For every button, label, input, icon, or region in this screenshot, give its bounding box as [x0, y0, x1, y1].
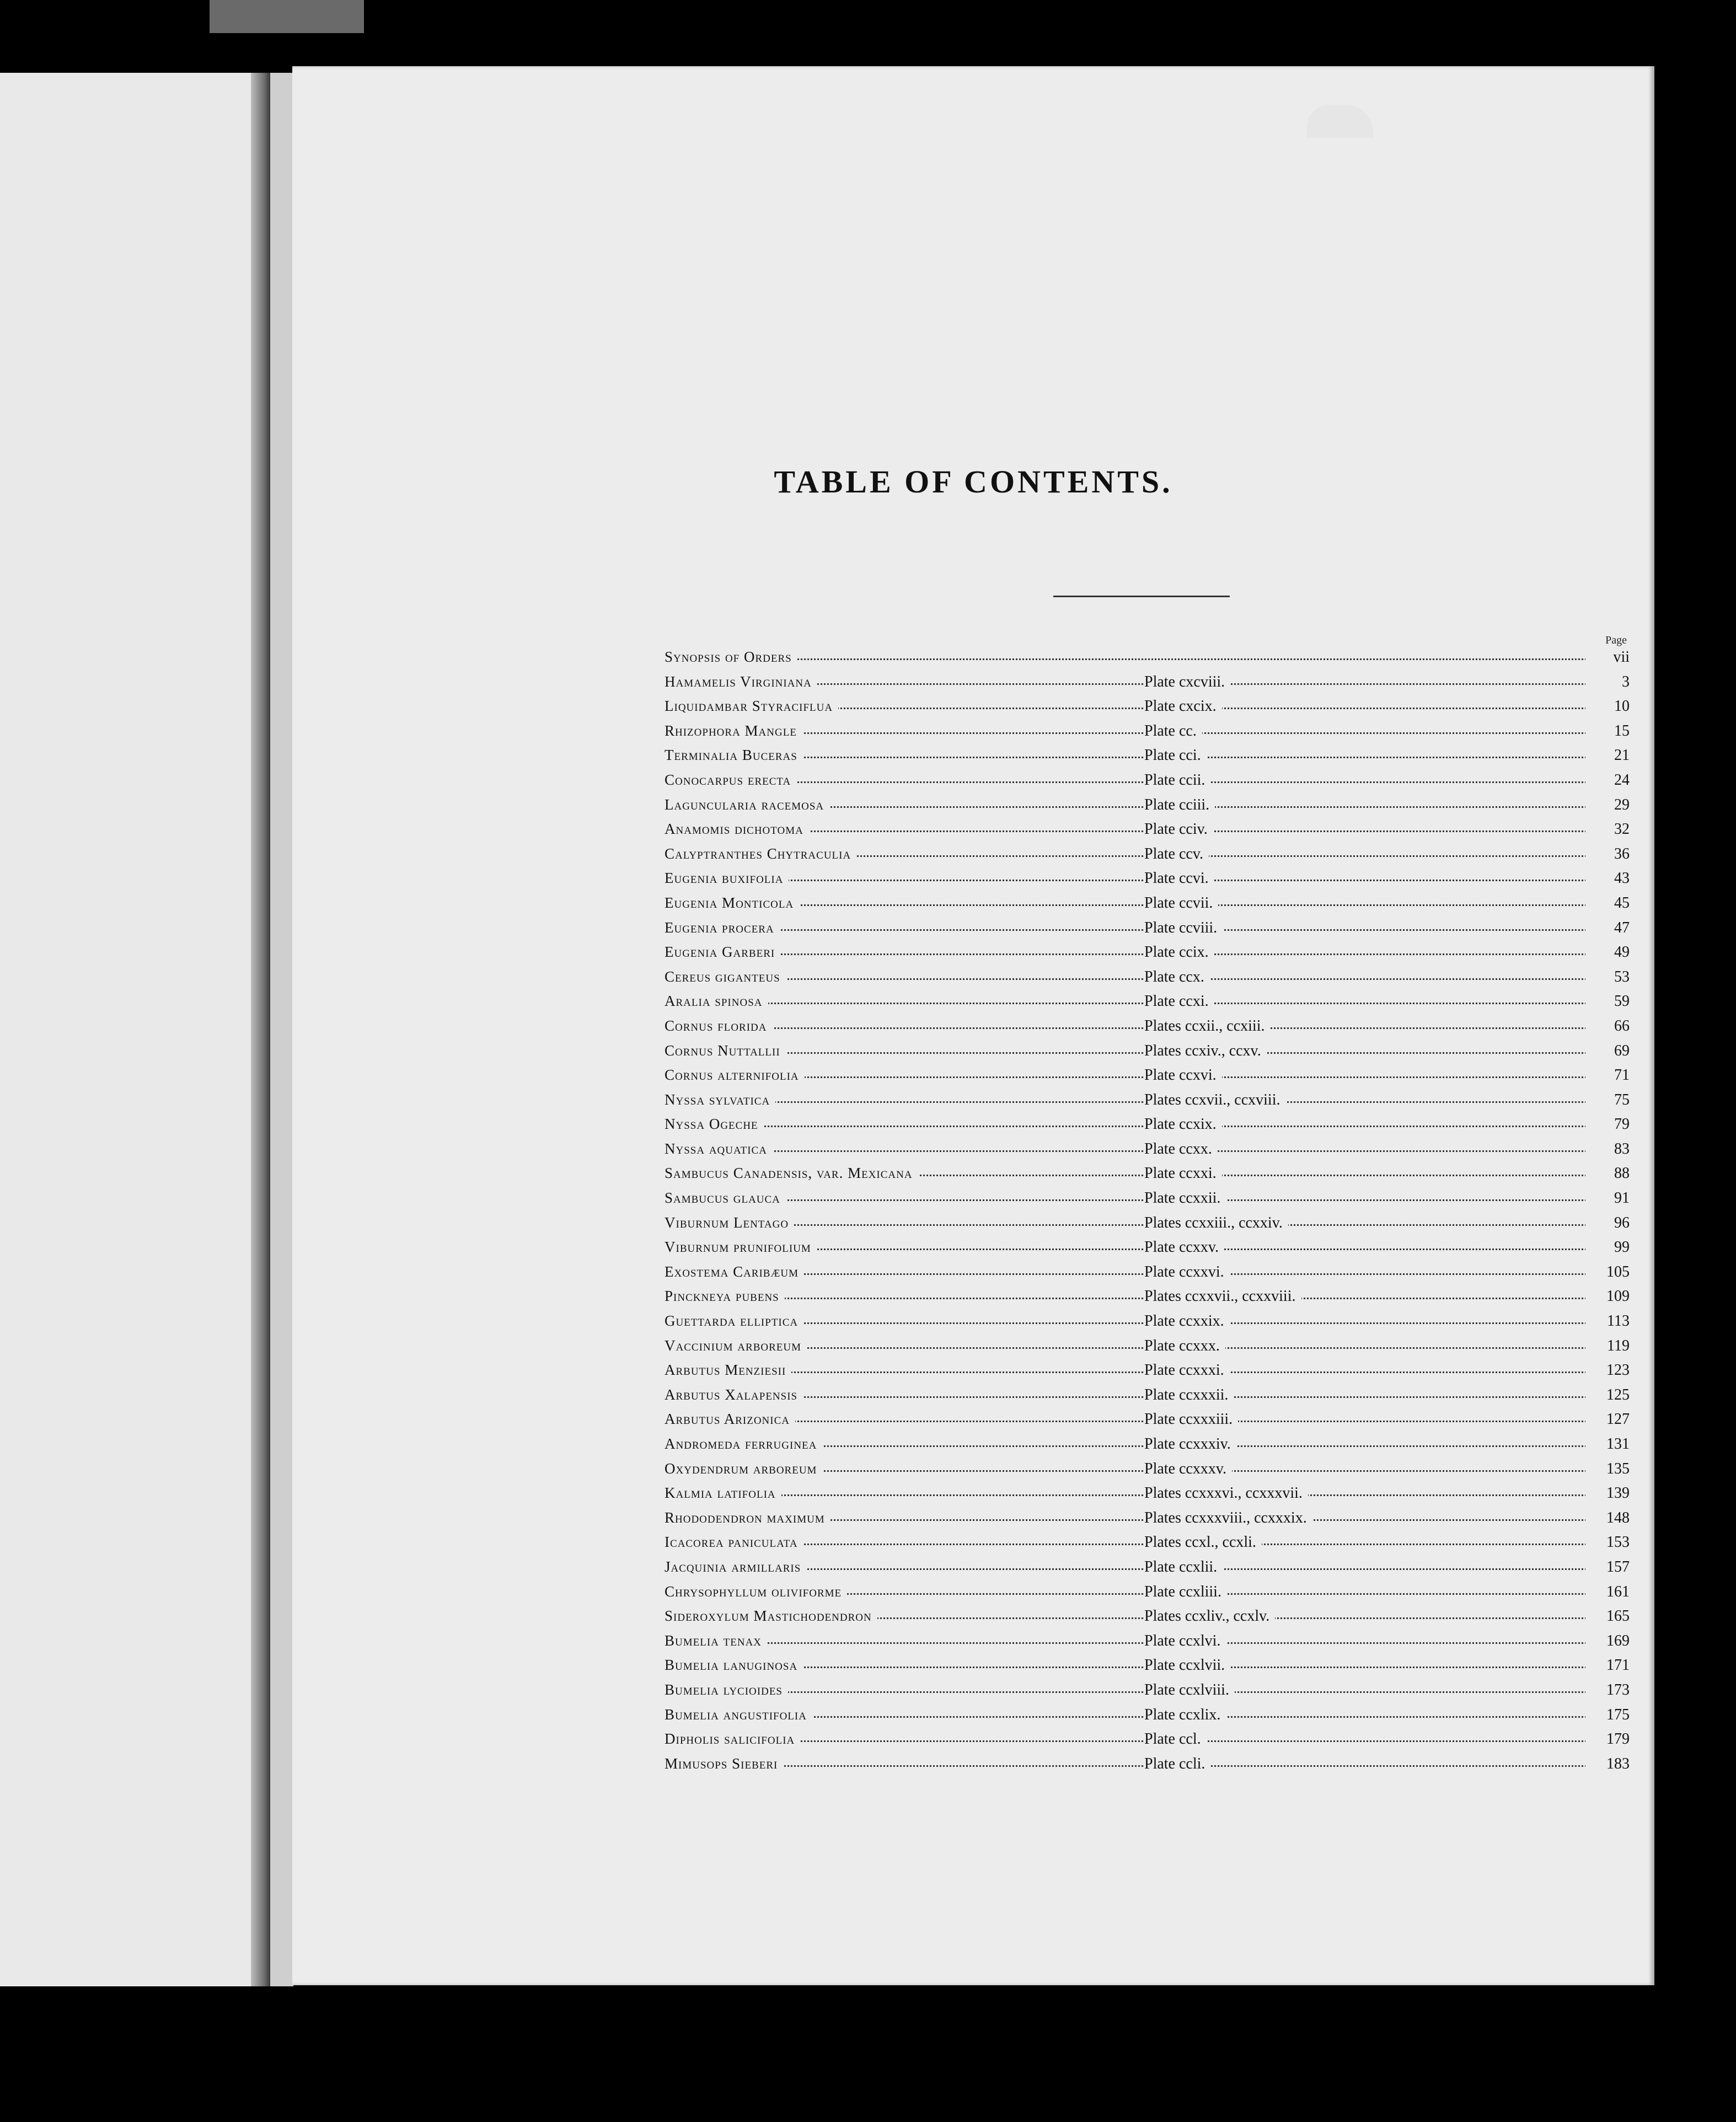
toc-entry: [665, 1014, 1630, 1039]
species-name: Nyssa sylvatica: [665, 1091, 775, 1108]
species-name: Icacorea paniculata: [665, 1534, 803, 1551]
page-number: 45: [1585, 894, 1630, 912]
plate-reference: Plates ccxii., ccxiii.: [1144, 1017, 1271, 1035]
page-number: 10: [1585, 698, 1630, 715]
plate-reference: Plate cciii.: [1144, 796, 1215, 814]
page-number: 173: [1585, 1681, 1630, 1699]
toc-entry: [665, 1653, 1630, 1678]
toc-entry: [665, 645, 1630, 670]
toc-entry: [665, 793, 1630, 818]
plate-reference: Plate ccxxxiv.: [1144, 1435, 1236, 1453]
species-name: Guettarda elliptica: [665, 1312, 803, 1330]
toc-entry: [665, 1235, 1630, 1260]
plate-reference: Plates ccxxiii., ccxxiv.: [1144, 1214, 1288, 1232]
page-number: vii: [1585, 649, 1630, 666]
plate-reference: Plate ccx.: [1144, 968, 1210, 986]
page-number: 183: [1585, 1755, 1630, 1773]
plate-reference: Plate cci.: [1144, 747, 1207, 764]
page-number: 47: [1585, 919, 1630, 937]
toc-entry: [665, 1284, 1630, 1309]
page-number: 43: [1585, 870, 1630, 887]
plate-reference: Plate ccxxx.: [1144, 1337, 1225, 1355]
page-number: 169: [1585, 1632, 1630, 1650]
species-name: Exostema Caribæum: [665, 1263, 804, 1280]
toc-entry: [665, 1678, 1630, 1703]
species-name: Rhizophora Mangle: [665, 722, 802, 740]
page-number: 59: [1585, 993, 1630, 1010]
species-name: Arbutus Xalapensis: [665, 1386, 803, 1403]
toc-entry: [665, 719, 1630, 744]
toc-entry: [665, 1629, 1630, 1654]
toc-entry: [665, 768, 1630, 793]
toc-entry: [665, 743, 1630, 768]
page-number: 91: [1585, 1189, 1630, 1207]
plate-reference: Plates ccxxxvi., ccxxxvii.: [1144, 1485, 1308, 1502]
toc-entry: [665, 1088, 1630, 1113]
toc-entry: [665, 1211, 1630, 1236]
toc-entry: [665, 1161, 1630, 1186]
page-number: 131: [1585, 1435, 1630, 1453]
species-name: Aralia spinosa: [665, 993, 768, 1010]
page-number: 21: [1585, 747, 1630, 764]
plate-reference: Plate ccxlviii.: [1144, 1681, 1235, 1699]
species-name: Vaccinium arboreum: [665, 1337, 807, 1354]
species-name: Arbutus Menziesii: [665, 1362, 791, 1379]
species-name: Cornus alternifolia: [665, 1067, 805, 1084]
page-number: 171: [1585, 1657, 1630, 1674]
page-number: 123: [1585, 1362, 1630, 1379]
plate-reference: Plate cxcix.: [1144, 698, 1222, 715]
plate-reference: Plate cc.: [1144, 722, 1202, 740]
plate-reference: Plate ccv.: [1144, 845, 1209, 863]
toc-entry: [665, 891, 1630, 916]
species-name: Cornus Nuttallii: [665, 1042, 786, 1059]
page-number: 32: [1585, 821, 1630, 838]
page-number: 139: [1585, 1485, 1630, 1502]
plate-reference: Plate ccix.: [1144, 944, 1214, 961]
toc-entry: [665, 916, 1630, 941]
page-number: 157: [1585, 1558, 1630, 1576]
plate-reference: Plate ccxvi.: [1144, 1067, 1222, 1084]
toc-entry: [665, 1112, 1630, 1137]
species-name: Chrysophyllum oliviforme: [665, 1583, 847, 1600]
page-number: 29: [1585, 796, 1630, 814]
plate-reference: Plate ccxlii.: [1144, 1558, 1223, 1576]
species-name: Pinckneya pubens: [665, 1288, 785, 1305]
page-number: 175: [1585, 1706, 1630, 1724]
species-name: Conocarpus erecta: [665, 771, 796, 789]
page-number: 165: [1585, 1607, 1630, 1625]
toc-entry: [665, 1039, 1630, 1064]
page-number: 148: [1585, 1509, 1630, 1527]
page-tear: [1307, 105, 1373, 138]
plate-reference: Plates ccxliv., ccxlv.: [1144, 1607, 1275, 1625]
species-name: Eugenia Monticola: [665, 894, 799, 912]
species-name: Cereus giganteus: [665, 968, 786, 985]
page-number: 105: [1585, 1263, 1630, 1281]
species-name: Eugenia Garberi: [665, 944, 780, 961]
plate-reference: Plate ccxxxii.: [1144, 1386, 1234, 1404]
page-number: 127: [1585, 1411, 1630, 1428]
page-number: 135: [1585, 1460, 1630, 1478]
plate-reference: Plate ccxlix.: [1144, 1706, 1226, 1724]
page-number: 66: [1585, 1017, 1630, 1035]
plate-reference: Plate ccxxv.: [1144, 1239, 1224, 1256]
species-name: Jacquinia armillaris: [665, 1558, 806, 1576]
page-number: 109: [1585, 1288, 1630, 1305]
toc-entry: [665, 1530, 1630, 1555]
plate-reference: Plate ccxxii.: [1144, 1189, 1226, 1207]
species-name: Sambucus Canadensis, var. Mexicana: [665, 1165, 918, 1182]
species-name: Arbutus Arizonica: [665, 1411, 795, 1428]
plate-reference: Plates ccxxvii., ccxxviii.: [1144, 1288, 1301, 1305]
contents-list: [665, 645, 1630, 1776]
plate-reference: Plate ccxxxv.: [1144, 1460, 1232, 1478]
scan-edge-tab: [210, 0, 364, 33]
page-number: 83: [1585, 1140, 1630, 1158]
plate-reference: Plate ccxxvi.: [1144, 1263, 1230, 1281]
toc-entry: [665, 1727, 1630, 1752]
toc-entry: [665, 1260, 1630, 1285]
title-rule: [1053, 596, 1230, 597]
toc-entry: [665, 965, 1630, 990]
species-name: Terminalia Buceras: [665, 747, 803, 764]
species-name: Anamomis dichotoma: [665, 821, 809, 838]
species-name: Mimusops Sieberi: [665, 1755, 783, 1772]
toc-entry: [665, 940, 1630, 965]
page-number: 69: [1585, 1042, 1630, 1060]
toc-entry: [665, 1604, 1630, 1629]
page-number: 119: [1585, 1337, 1630, 1355]
plate-reference: Plate ccli.: [1144, 1755, 1210, 1773]
plate-reference: Plate ccxxxi.: [1144, 1362, 1230, 1379]
page-number: 79: [1585, 1116, 1630, 1133]
species-name: Viburnum prunifolium: [665, 1239, 817, 1256]
plate-reference: Plate ccxx.: [1144, 1140, 1218, 1158]
plate-reference: Plate ccxxix.: [1144, 1312, 1230, 1330]
toc-entry: [665, 694, 1630, 719]
toc-entry: [665, 1186, 1630, 1211]
toc-entry: [665, 1457, 1630, 1482]
page-number: 179: [1585, 1730, 1630, 1748]
toc-entry: [665, 817, 1630, 842]
species-name: Synopsis of Orders: [665, 649, 797, 666]
toc-entry: [665, 1407, 1630, 1432]
species-name: Nyssa Ogeche: [665, 1116, 764, 1133]
page-number: 153: [1585, 1534, 1630, 1551]
species-name: Dipholis salicifolia: [665, 1730, 800, 1748]
leader-dots: [665, 658, 1630, 660]
page-number: 49: [1585, 944, 1630, 961]
species-name: Oxydendrum arboreum: [665, 1460, 822, 1477]
toc-entry: [665, 1383, 1630, 1408]
species-name: Bumelia lanuginosa: [665, 1657, 803, 1674]
toc-entry: [665, 866, 1630, 891]
plate-reference: Plates ccxiv., ccxv.: [1144, 1042, 1267, 1060]
page-number: 71: [1585, 1067, 1630, 1084]
plate-reference: Plate ccxlvi.: [1144, 1632, 1226, 1650]
page-number: 36: [1585, 845, 1630, 863]
gutter-shadow: [251, 73, 273, 1986]
toc-entry: [665, 989, 1630, 1014]
species-name: Bumelia tenax: [665, 1632, 767, 1649]
species-name: Bumelia lycioides: [665, 1681, 788, 1698]
species-name: Eugenia buxifolia: [665, 870, 789, 887]
plate-reference: Plate ccxi.: [1144, 993, 1214, 1010]
plate-reference: Plates ccxvii., ccxviii.: [1144, 1091, 1286, 1109]
species-name: Kalmia latifolia: [665, 1485, 781, 1502]
species-name: Liquidambar Styraciflua: [665, 698, 838, 715]
page-number: 15: [1585, 722, 1630, 740]
species-name: Viburnum Lentago: [665, 1214, 794, 1231]
toc-entry: [665, 670, 1630, 695]
plate-reference: Plate cxcviii.: [1144, 673, 1230, 691]
plate-reference: Plate ccii.: [1144, 771, 1210, 789]
species-name: Rhododendron maximum: [665, 1509, 831, 1526]
left-page: [0, 73, 259, 1986]
page-number: 75: [1585, 1091, 1630, 1109]
toc-entry: [665, 1432, 1630, 1457]
plate-reference: Plate ccvii.: [1144, 894, 1218, 912]
plate-reference: Plate cciv.: [1144, 821, 1213, 838]
book-spine: [270, 73, 293, 1986]
toc-entry: [665, 1334, 1630, 1359]
species-name: Calyptranthes Chytraculia: [665, 845, 856, 862]
right-page: [292, 66, 1654, 1985]
species-name: Sideroxylum Mastichodendron: [665, 1607, 877, 1625]
page-number: 113: [1585, 1312, 1630, 1330]
species-name: Bumelia angustifolia: [665, 1706, 812, 1723]
page-title: TABLE OF CONTENTS.: [774, 464, 1173, 500]
plate-reference: Plate ccviii.: [1144, 919, 1223, 937]
toc-entry: [665, 1555, 1630, 1580]
page-column-header: Page: [1605, 634, 1627, 646]
toc-entry: [665, 1481, 1630, 1506]
toc-entry: [665, 1506, 1630, 1531]
plate-reference: Plate ccl.: [1144, 1730, 1207, 1748]
toc-entry: [665, 1703, 1630, 1728]
toc-entry: [665, 1752, 1630, 1777]
species-name: Laguncularia racemosa: [665, 796, 829, 813]
species-name: Sambucus glauca: [665, 1189, 786, 1207]
plate-reference: Plate ccxlvii.: [1144, 1657, 1230, 1674]
species-name: Nyssa aquatica: [665, 1140, 773, 1158]
page-number: 96: [1585, 1214, 1630, 1232]
toc-entry: [665, 842, 1630, 867]
species-name: Cornus florida: [665, 1017, 773, 1035]
plate-reference: Plates ccxxxviii., ccxxxix.: [1144, 1509, 1312, 1527]
toc-entry: [665, 1358, 1630, 1383]
species-name: Andromeda ferruginea: [665, 1435, 822, 1453]
plate-reference: Plate ccxliii.: [1144, 1583, 1227, 1601]
toc-entry: [665, 1063, 1630, 1088]
toc-entry: [665, 1580, 1630, 1605]
species-name: Hamamelis Virginiana: [665, 673, 817, 690]
page-number: 3: [1585, 673, 1630, 691]
species-name: Eugenia procera: [665, 919, 780, 936]
page-number: 24: [1585, 771, 1630, 789]
plate-reference: Plate ccxxi.: [1144, 1165, 1222, 1182]
plate-reference: Plate ccxxxiii.: [1144, 1411, 1238, 1428]
page-number: 88: [1585, 1165, 1630, 1182]
page-number: 161: [1585, 1583, 1630, 1601]
plate-reference: Plate ccvi.: [1144, 870, 1214, 887]
page-number: 99: [1585, 1239, 1630, 1256]
toc-entry: [665, 1309, 1630, 1334]
plate-reference: Plate ccxix.: [1144, 1116, 1222, 1133]
plate-reference: Plates ccxl., ccxli.: [1144, 1534, 1262, 1551]
page-number: 125: [1585, 1386, 1630, 1404]
toc-entry: [665, 1137, 1630, 1162]
page-number: 53: [1585, 968, 1630, 986]
